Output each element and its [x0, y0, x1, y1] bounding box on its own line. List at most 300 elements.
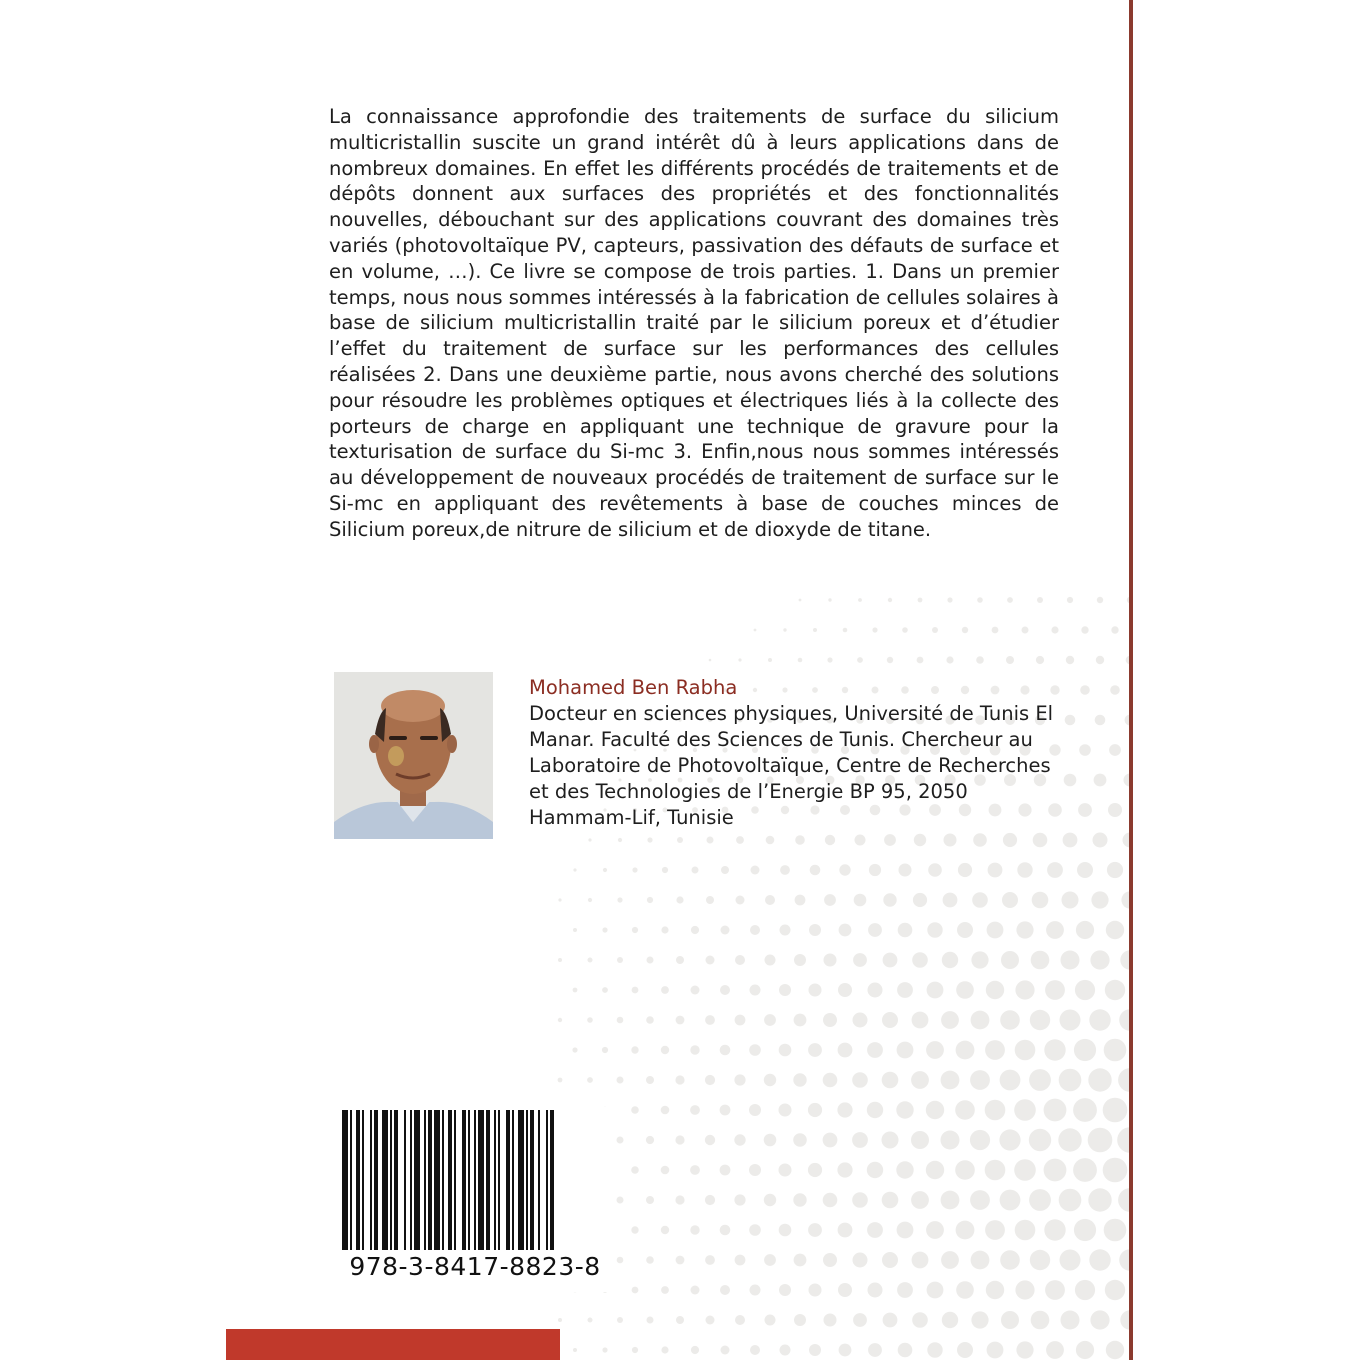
halftone-dot	[808, 1043, 822, 1057]
halftone-dot	[852, 1192, 868, 1208]
halftone-dot	[735, 1015, 746, 1026]
halftone-dot	[690, 1105, 700, 1115]
halftone-dot	[986, 981, 1004, 999]
halftone-dot	[753, 688, 757, 692]
halftone-dot	[705, 1075, 715, 1085]
halftone-dot	[1089, 1009, 1110, 1030]
author-biography: Docteur en sciences physiques, Université de Tunis El Manar. Faculté des Sciences de Tunis. Chercheur au Laboratoire de Photovoltaïque, Centre de Recherches et des Technologies de l’Energie BP 95, 2050 Hammam-Lif, Tunisie	[529, 702, 1054, 829]
halftone-dot	[779, 1224, 792, 1237]
halftone-dot	[918, 598, 923, 603]
halftone-dot	[1033, 833, 1048, 848]
halftone-dot	[1061, 1311, 1080, 1330]
halftone-dot	[735, 1255, 746, 1266]
halftone-dot	[764, 1014, 776, 1026]
halftone-dot	[853, 1253, 868, 1268]
halftone-dot	[926, 1101, 944, 1119]
halftone-dot	[897, 1222, 914, 1239]
halftone-dot	[843, 628, 848, 633]
halftone-dot	[882, 1252, 898, 1268]
halftone-dot	[992, 627, 999, 634]
barcode-bar	[370, 1110, 372, 1250]
halftone-dot	[779, 1104, 792, 1117]
halftone-dot	[912, 1012, 929, 1029]
halftone-dot	[883, 1313, 898, 1328]
halftone-dot	[749, 1224, 761, 1236]
halftone-dot	[1088, 1068, 1111, 1091]
halftone-dot	[661, 1286, 669, 1294]
halftone-dot	[1074, 1219, 1096, 1241]
halftone-dot	[1046, 921, 1064, 939]
halftone-dot	[882, 1192, 899, 1209]
halftone-dot	[783, 628, 786, 631]
halftone-dot	[632, 867, 637, 872]
halftone-dot	[926, 1041, 944, 1059]
halftone-dot	[927, 1342, 942, 1357]
halftone-dot	[917, 657, 924, 664]
halftone-dot	[573, 868, 576, 871]
halftone-dot	[970, 1130, 990, 1150]
halftone-dot	[764, 1194, 776, 1206]
halftone-dot	[720, 1225, 731, 1236]
halftone-dot	[912, 1252, 929, 1269]
halftone-dot	[793, 1193, 806, 1206]
isbn-number: 978-3-8417-8823-8	[349, 1252, 601, 1281]
halftone-dot	[632, 927, 638, 933]
halftone-dot	[912, 1312, 928, 1328]
halftone-dot	[1109, 744, 1121, 756]
halftone-dot	[855, 835, 866, 846]
halftone-dot	[1015, 980, 1034, 999]
halftone-dot	[837, 1162, 852, 1177]
halftone-dot	[631, 1226, 638, 1233]
halftone-dot	[838, 1223, 853, 1238]
barcode-bar	[474, 1110, 476, 1250]
halftone-dot	[1016, 1341, 1033, 1358]
halftone-dot	[647, 897, 653, 903]
halftone-dot	[1046, 1341, 1064, 1359]
halftone-dot	[1007, 597, 1013, 603]
halftone-dot	[838, 983, 852, 997]
halftone-dot	[838, 1283, 852, 1297]
halftone-dot	[839, 924, 852, 937]
halftone-dot	[632, 1287, 639, 1294]
halftone-dot	[691, 1286, 700, 1295]
halftone-dot	[676, 1016, 685, 1025]
halftone-dot	[721, 1346, 730, 1355]
halftone-dot	[991, 686, 1000, 695]
halftone-dot	[927, 1282, 944, 1299]
halftone-dot	[999, 1129, 1020, 1150]
halftone-dot	[794, 954, 806, 966]
halftone-dot	[823, 1253, 837, 1267]
barcode-bar	[350, 1110, 352, 1250]
halftone-dot	[853, 1013, 868, 1028]
halftone-dot	[1030, 1250, 1050, 1270]
halftone-dot	[720, 1165, 731, 1176]
halftone-dot	[647, 1317, 654, 1324]
halftone-dot	[944, 834, 957, 847]
halftone-dot	[1108, 803, 1122, 817]
halftone-dot	[779, 984, 791, 996]
halftone-dot	[828, 598, 831, 601]
halftone-dot	[764, 1254, 776, 1266]
halftone-dot	[971, 951, 988, 968]
halftone-dot	[1104, 1039, 1127, 1062]
halftone-dot	[691, 926, 699, 934]
halftone-dot	[765, 1315, 776, 1326]
halftone-dot	[927, 982, 944, 999]
halftone-dot	[1050, 685, 1059, 694]
halftone-dot	[1045, 1280, 1065, 1300]
halftone-dot	[558, 1018, 562, 1022]
halftone-dot	[632, 1347, 638, 1353]
halftone-dot	[573, 928, 577, 932]
halftone-dot	[824, 954, 837, 967]
halftone-dot	[558, 958, 562, 962]
halftone-dot	[1029, 1069, 1051, 1091]
halftone-dot	[897, 1042, 914, 1059]
author-name: Mohamed Ben Rabha	[529, 676, 738, 699]
halftone-dot	[986, 1281, 1004, 1299]
halftone-dot	[867, 1102, 883, 1118]
halftone-dot	[941, 1191, 960, 1210]
halftone-dot	[588, 1318, 593, 1323]
halftone-dot	[914, 834, 926, 846]
halftone-dot	[897, 982, 913, 998]
halftone-dot	[1096, 656, 1104, 664]
halftone-dot	[765, 955, 776, 966]
halftone-dot	[839, 864, 850, 875]
halftone-dot	[734, 1134, 745, 1145]
halftone-dot	[661, 1226, 669, 1234]
halftone-dot	[617, 1257, 624, 1264]
halftone-dot	[809, 1344, 821, 1356]
halftone-dot	[1001, 1311, 1019, 1329]
book-description: La connaissance approfondie des traitements de surface du silicium multicristallin suscite un grand intérêt dû à leurs applications dans de nombreux domaines. En effet les différents procédés de traitements et de dépôts donnent aux surfaces des propriétés et des fonctionnalités nouvelles, débouchant sur des applications couvrant des domaines très variés (photovoltaïque PV, capteurs, passivation des défauts de surface et en volume, …). Ce livre se compose de trois parties. 1. Dans un premier temps, nous nous sommes intéressés à la fabrication de cellules solaires à base de silicium multicristallin traité par le silicium poreux et d’étudier l’effet du traitement de surface sur les performances des cellules réalisées 2. Dans une deuxième partie, nous avons cherché des solutions pour résoudre les problèmes optiques et électriques liés à la collecte des porteurs de charge en appliquant une technique de gravure pour la texturisation de surface du Si-mc 3. Enfin,nous nous sommes intéressés au développement de nouveaux procédés de traitement de surface sur le Si-mc en appliquant des revêtements à base de couches minces de Silicium poreux,de nitrure de silicium et de dioxyde de titane.	[329, 105, 1059, 541]
halftone-dot	[985, 1100, 1006, 1121]
halftone-dot	[588, 898, 592, 902]
halftone-dot	[970, 1190, 990, 1210]
barcode-bar	[390, 1110, 392, 1250]
halftone-dot	[1044, 1099, 1067, 1122]
halftone-dot	[827, 657, 832, 662]
halftone-dot	[794, 1314, 806, 1326]
halftone-dot	[1031, 951, 1050, 970]
halftone-dot	[809, 984, 822, 997]
halftone-dot	[810, 865, 821, 876]
halftone-dot	[720, 1045, 731, 1056]
halftone-dot	[911, 1071, 929, 1089]
halftone-dot	[720, 1285, 730, 1295]
halftone-dot	[573, 1348, 577, 1352]
halftone-dot	[558, 898, 561, 901]
halftone-dot	[617, 1317, 623, 1323]
halftone-dot	[1080, 685, 1090, 695]
halftone-dot	[897, 1282, 913, 1298]
halftone-dot	[706, 956, 715, 965]
halftone-dot	[838, 1043, 853, 1058]
halftone-dot	[602, 1347, 607, 1352]
halftone-dot	[661, 926, 668, 933]
halftone-dot	[962, 627, 968, 633]
halftone-dot	[749, 1164, 761, 1176]
halftone-dot	[1066, 656, 1074, 664]
halftone-dot	[868, 923, 882, 937]
halftone-dot	[558, 1318, 562, 1322]
halftone-dot	[857, 657, 863, 663]
spine-area	[1133, 0, 1360, 1360]
halftone-dot	[825, 835, 835, 845]
halftone-dot	[735, 1315, 745, 1325]
halftone-dot	[1044, 1159, 1067, 1182]
halftone-dot	[1017, 862, 1032, 877]
halftone-dot	[824, 894, 836, 906]
halftone-dot	[837, 1102, 852, 1117]
halftone-dot	[1000, 1070, 1021, 1091]
halftone-dot	[872, 687, 879, 694]
halftone-dot	[768, 658, 772, 662]
halftone-dot	[794, 1014, 807, 1027]
halftone-dot	[823, 1193, 838, 1208]
halftone-dot	[1016, 921, 1033, 938]
halftone-dot	[808, 1163, 822, 1177]
halftone-dot	[690, 1225, 699, 1234]
halftone-dot	[1022, 627, 1029, 634]
barcode-bar	[478, 1110, 484, 1250]
halftone-dot	[1015, 1220, 1036, 1241]
halftone-dot	[721, 866, 729, 874]
halftone-dot	[632, 987, 639, 994]
barcode-bar	[468, 1110, 470, 1250]
barcode-bar	[428, 1110, 432, 1250]
halftone-dot	[985, 1040, 1005, 1060]
halftone-dot	[941, 1131, 960, 1150]
halftone-dot	[958, 863, 972, 877]
halftone-dot	[751, 866, 760, 875]
halftone-dot	[1078, 803, 1092, 817]
halftone-dot	[902, 627, 908, 633]
halftone-dot	[617, 1017, 624, 1024]
halftone-dot	[854, 894, 867, 907]
halftone-dot	[588, 958, 593, 963]
halftone-dot	[661, 1046, 669, 1054]
halftone-dot	[823, 1133, 838, 1148]
barcode-bar	[374, 1110, 378, 1250]
halftone-dot	[976, 656, 984, 664]
halftone-dot	[926, 1221, 944, 1239]
halftone-dot	[971, 1311, 988, 1328]
halftone-dot	[1031, 1311, 1050, 1330]
halftone-dot	[867, 1042, 883, 1058]
halftone-dot	[706, 896, 714, 904]
barcode-bar	[454, 1110, 456, 1250]
barcode-bar	[512, 1110, 514, 1250]
halftone-dot	[985, 1220, 1005, 1240]
halftone-dot	[720, 1105, 731, 1116]
halftone-dot	[705, 1015, 715, 1025]
halftone-dot	[1088, 1188, 1111, 1211]
halftone-dot	[705, 1135, 715, 1145]
barcode-bar	[506, 1110, 510, 1250]
halftone-dot	[809, 1284, 822, 1297]
halftone-dot	[823, 1073, 838, 1088]
halftone-dot	[1045, 980, 1065, 1000]
halftone-dot	[896, 1161, 913, 1178]
halftone-dot	[1106, 1341, 1124, 1359]
halftone-dot	[912, 952, 928, 968]
barcode-bar	[410, 1110, 412, 1250]
halftone-dot	[1075, 1280, 1095, 1300]
barcode-bar	[404, 1110, 406, 1250]
halftone-dot	[987, 922, 1004, 939]
halftone-dot	[824, 1314, 837, 1327]
halftone-dot	[1074, 1039, 1096, 1061]
halftone-dot	[588, 838, 591, 841]
barcode-bar	[526, 1110, 528, 1250]
halftone-dot	[690, 1165, 700, 1175]
halftone-dot	[932, 627, 938, 633]
halftone-dot	[603, 868, 607, 872]
halftone-dot	[1020, 685, 1029, 694]
halftone-dot	[882, 1132, 899, 1149]
halftone-dot	[956, 1221, 975, 1240]
halftone-dot	[947, 597, 952, 602]
barcode-bar	[448, 1110, 452, 1250]
halftone-dot	[690, 1045, 699, 1054]
isbn-barcode	[334, 1107, 616, 1292]
halftone-dot	[1110, 685, 1120, 695]
halftone-dot	[618, 838, 622, 842]
halftone-dot	[1104, 1219, 1127, 1242]
barcode-bar	[494, 1110, 496, 1250]
halftone-dot	[692, 867, 699, 874]
halftone-dot	[646, 1256, 654, 1264]
halftone-dot	[646, 1196, 654, 1204]
halftone-dot	[1015, 1280, 1034, 1299]
halftone-dot	[765, 895, 775, 905]
halftone-dot	[1003, 833, 1017, 847]
halftone-dot	[647, 837, 652, 842]
halftone-dot	[1093, 833, 1108, 848]
halftone-dot	[602, 987, 608, 993]
halftone-dot	[793, 1133, 807, 1147]
halftone-dot	[1067, 597, 1073, 603]
halftone-dot	[721, 926, 730, 935]
halftone-dot	[736, 896, 745, 905]
halftone-dot	[872, 627, 877, 632]
halftone-dot	[941, 1011, 959, 1029]
bottom-color-band	[226, 1329, 560, 1360]
halftone-dot	[661, 1346, 668, 1353]
halftone-dot	[631, 1106, 639, 1114]
halftone-dot	[1073, 1158, 1097, 1182]
halftone-dot	[1032, 892, 1049, 909]
halftone-dot	[1095, 715, 1106, 726]
halftone-dot	[1105, 1280, 1125, 1300]
halftone-dot	[764, 1134, 777, 1147]
halftone-dot	[691, 1346, 699, 1354]
halftone-dot	[1094, 774, 1107, 787]
halftone-dot	[898, 923, 913, 938]
halftone-dot	[734, 1074, 745, 1085]
barcode-bar	[424, 1110, 426, 1250]
halftone-dot	[970, 1070, 990, 1090]
halftone-dot	[956, 981, 974, 999]
halftone-dot	[676, 896, 683, 903]
halftone-dot	[868, 983, 883, 998]
halftone-dot	[928, 863, 942, 877]
halftone-dot	[926, 1161, 944, 1179]
halftone-dot	[705, 1195, 715, 1205]
halftone-dot	[677, 837, 683, 843]
halftone-dot	[941, 1251, 959, 1269]
halftone-dot	[782, 687, 787, 692]
halftone-dot	[1059, 1069, 1082, 1092]
halftone-dot	[1000, 1190, 1021, 1211]
halftone-dot	[1103, 1158, 1128, 1183]
halftone-dot	[780, 1345, 791, 1356]
halftone-dot	[1089, 1249, 1110, 1270]
halftone-dot	[813, 628, 817, 632]
halftone-dot	[647, 957, 654, 964]
barcode-bar	[442, 1110, 444, 1250]
halftone-dot	[780, 925, 791, 936]
halftone-dot	[779, 1284, 791, 1296]
halftone-dot	[1036, 656, 1044, 664]
barcode-bar	[394, 1110, 398, 1250]
halftone-dot	[734, 1194, 745, 1205]
barcode-bar	[518, 1110, 524, 1250]
halftone-dot	[898, 1343, 913, 1358]
halftone-dot	[913, 893, 927, 907]
halftone-dot	[676, 956, 684, 964]
halftone-dot	[1073, 1098, 1097, 1122]
halftone-dot	[977, 597, 983, 603]
halftone-dot	[617, 957, 623, 963]
halftone-dot	[691, 986, 700, 995]
halftone-dot	[675, 1135, 684, 1144]
halftone-dot	[852, 1072, 868, 1088]
halftone-dot	[780, 865, 790, 875]
barcode-bar	[434, 1110, 440, 1250]
halftone-dot	[587, 1017, 593, 1023]
halftone-dot	[1107, 862, 1123, 878]
halftone-dot	[1079, 744, 1091, 756]
halftone-dot	[1105, 980, 1125, 1000]
barcode-bar	[538, 1110, 540, 1250]
halftone-dot	[1029, 1189, 1051, 1211]
halftone-dot	[676, 1256, 685, 1265]
halftone-dot	[842, 687, 848, 693]
halftone-dot	[1000, 1250, 1020, 1270]
halftone-dot	[943, 893, 958, 908]
halftone-dot	[1090, 1310, 1109, 1329]
halftone-dot	[868, 1283, 883, 1298]
barcode-bars	[342, 1110, 608, 1250]
halftone-dot	[1076, 921, 1094, 939]
barcode-bar	[550, 1110, 554, 1250]
halftone-dot	[661, 1106, 670, 1115]
halftone-dot	[957, 1342, 973, 1358]
halftone-dot	[1047, 862, 1063, 878]
halftone-dot	[1029, 1129, 1051, 1151]
halftone-dot	[1001, 951, 1019, 969]
halftone-dot	[750, 925, 760, 935]
halftone-dot	[646, 1016, 654, 1024]
halftone-dot	[883, 953, 898, 968]
halftone-dot	[1061, 951, 1080, 970]
halftone-dot	[1037, 597, 1043, 603]
